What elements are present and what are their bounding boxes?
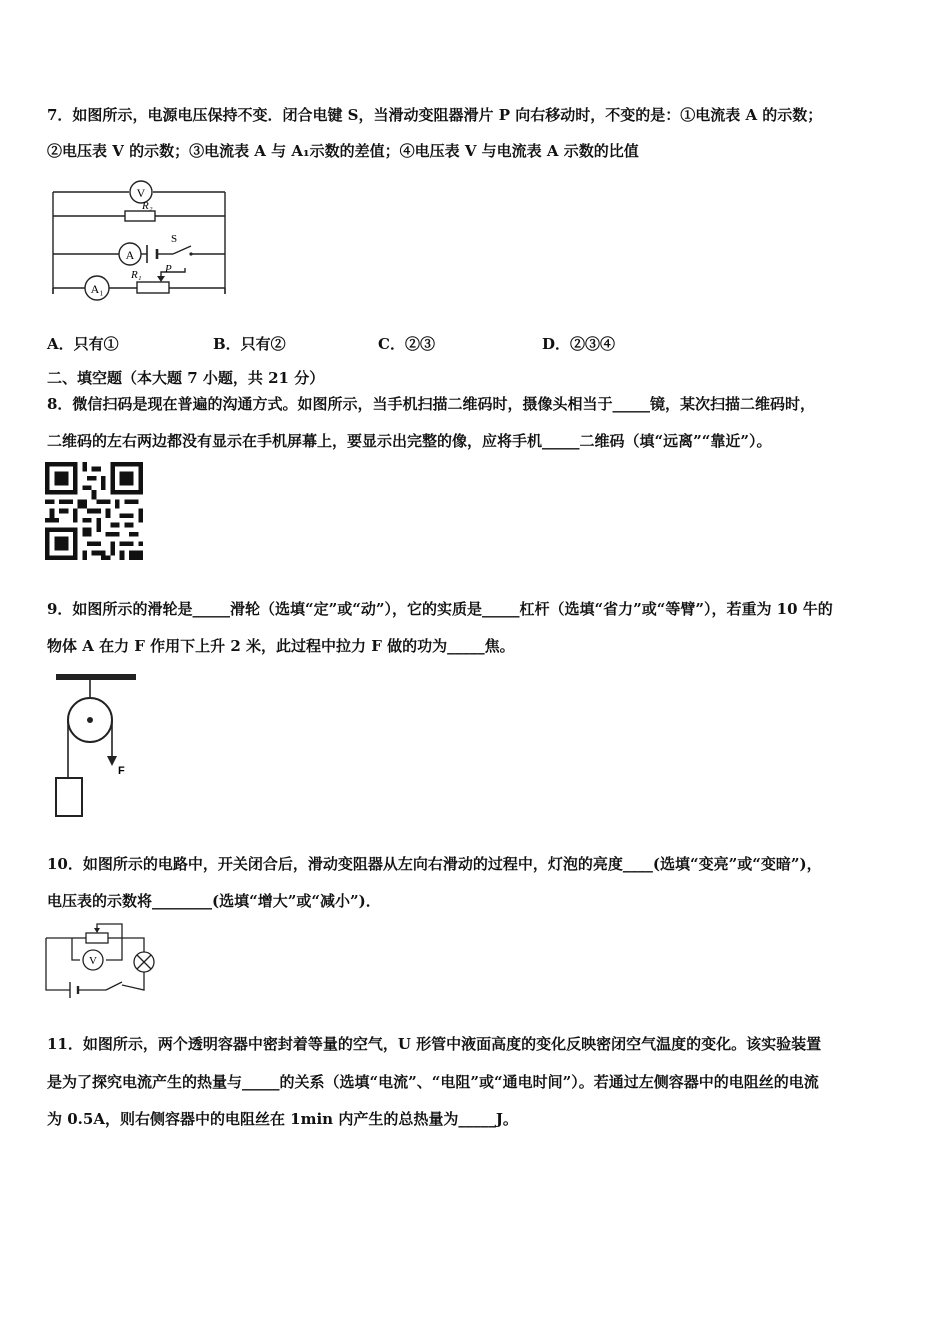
q10-rheostat: [86, 933, 108, 943]
q9-block-a: [56, 778, 82, 816]
q7-voltmeter-label: V: [136, 186, 146, 200]
q7-switch-blade: [173, 246, 191, 254]
q8-text-line1: 8．微信扫码是现在普遍的沟通方式。如图所示，当手机扫描二维码时，摄像头相当于_____镜，某次扫描二维码时，: [47, 395, 815, 413]
q7-slider-label: P: [165, 263, 172, 275]
q10-text-line1: 10．如图所示的电路中，开关闭合后，滑动变阻器从左向右滑动的过程中，灯泡的亮度____(选填“变亮”或“变暗”)，: [47, 855, 822, 873]
q9-pulley-axle: [87, 717, 93, 723]
q7-option-a: A．只有①: [47, 335, 119, 353]
q9-force-label: F: [118, 765, 125, 777]
q7-option-c: C．②③: [378, 335, 435, 353]
q9-pulley-diagram: [52, 670, 142, 822]
q7-option-d: D．②③④: [542, 335, 616, 353]
q7-r2-label: R₂: [142, 200, 153, 212]
section-title: 二、填空题（本大题 7 小题，共 21 分）: [47, 369, 325, 387]
q9-text-line1: 9．如图所示的滑轮是_____滑轮（选填“定”或“动”），它的实质是_____杠杆（选填“省力”或“等臂”），若重为 10 牛的: [47, 600, 833, 618]
q11-text-line2: 是为了探究电流产生的热量与_____的关系（选填“电流”、“电阻”或“通电时间”）。若通过左侧容器中的电阻丝的电流: [47, 1073, 819, 1091]
q11-text-line1: 11．如图所示，两个透明容器中密封着等量的空气，U 形管中液面高度的变化反映密闭空气温度的变化。该实验装置: [47, 1035, 822, 1053]
q10-text-line2: 电压表的示数将________(选填“增大”或“减小”)．: [47, 892, 381, 910]
q7-r2-resistor: [125, 211, 155, 221]
q7-switch-contact: [189, 252, 192, 255]
q7-slider-arrow: [157, 276, 165, 282]
q7-text-line1: 7．如图所示，电源电压保持不变．闭合电键 S，当滑动变阻器滑片 P 向右移动时，不变的是：①电流表 A 的示数；: [47, 106, 823, 124]
q10-circuit-diagram: [44, 918, 164, 998]
q10-slider-arrow: [94, 928, 100, 933]
q7-r1-rheostat: [137, 282, 169, 293]
q11-text-line3: 为 0.5A，则右侧容器中的电阻丝在 1min 内产生的总热量为_____J。: [47, 1110, 518, 1128]
q7-option-b: B．只有②: [213, 335, 286, 353]
q9-ceiling: [56, 674, 136, 680]
q9-force-arrow: [107, 756, 117, 766]
q7-text-line2: ②电压表 V 的示数；③电流表 A 与 A₁示数的差值；④电压表 V 与电流表 A 示数的比值: [47, 142, 639, 160]
q10-voltmeter-label: V: [89, 955, 97, 967]
q10-switch-blade: [106, 982, 122, 990]
q7-switch-label: S: [171, 233, 178, 245]
q7-ammeter1-label: A₁: [90, 282, 104, 296]
q9-text-line2: 物体 A 在力 F 作用下上升 2 米，此过程中拉力 F 做的功为_____焦。: [47, 637, 515, 655]
q7-r1-label: R₁: [131, 269, 142, 281]
q7-ammeter-label: A: [125, 248, 135, 262]
q8-qr-code-image: [45, 462, 143, 560]
q8-text-line2: 二维码的左右两边都没有显示在手机屏幕上，要显示出完整的像，应将手机_____二维码（填“远离”“靠近”）。: [47, 432, 772, 450]
q7-circuit-diagram: [45, 172, 235, 300]
